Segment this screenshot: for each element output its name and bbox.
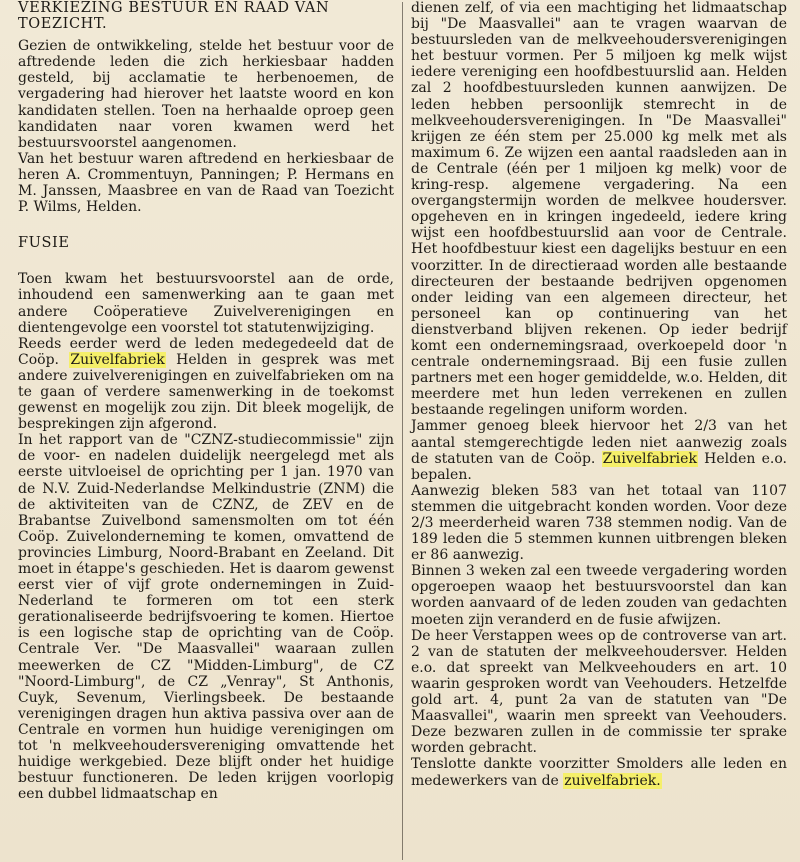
heading-fusie: FUSIE bbox=[18, 235, 70, 252]
paragraph bbox=[411, 756, 787, 788]
left-column bbox=[18, 0, 394, 862]
heading-verkiezing: VERKIEZING BESTUUR EN RAAD VAN TOEZICHT. bbox=[18, 0, 330, 33]
paragraph bbox=[18, 336, 394, 433]
highlighted-term: Zuivelfabriek bbox=[602, 450, 697, 467]
paragraph: De heer Verstappen wees op de controverse van art. 2 van de statuten der melkveehoudersver. Helden e.o. dat spreekt van Melkveehouders en art. 10 waarin gesproken wordt van Veehouders. Hetzelfde gold art. 4, punt 2a van de statuten van "De Maasvallei", waarin men spreekt van Veehouders. Deze bezwaren zullen in de commissie ter sprake worden gebracht. bbox=[411, 627, 787, 757]
paragraph bbox=[411, 418, 787, 482]
paragraph: Aanwezig bleken 583 van het totaal van 1107 stemmen die uitgebracht konden worden. Voor deze 2/3 meerderheid waren 738 stemmen nodig. Van de 189 leden die 5 stemmen kunnen uitbrengen bleken er 86 aanwezig. bbox=[411, 482, 787, 564]
text-fragment: Jammer genoeg bleek hiervoor het 2/3 van het aantal stemgerechtigde leden niet aanwezig zoals de statuten van de Coöp. bbox=[411, 418, 787, 467]
paragraph: Toen kwam het bestuursvoorstel aan de orde, inhoudend een samenwerking aan te gaan met andere Coöperatieve Zuivelverenigingen en dientengevolge een voorstel tot statutenwijziging. bbox=[18, 271, 394, 336]
text-fragment: Reeds eerder werd de leden medegedeeld dat de Coöp. bbox=[18, 335, 394, 368]
paragraph: dienen zelf, of via een machtiging het lidmaatschap bij "De Maasvallei" aan te vragen waarvan de bestuursleden van de melkveehoudersverenigingen het bestuur vormen. Per 5 miljoen kg melk wijst iedere vereniging een hoofdbestuurslid aan. Helden zal 2 hoofdbestuursleden kunnen aanwijzen. De leden hebben persoonlijk stemrecht in de melkveehoudersverenigingen. In "De Maasvallei" krijgen ze één stem per 25.000 kg melk met als maximum 6. Ze wijzen een aantal raadsleden aan in de Centrale (één per 1 miljoen kg melk) voor de kring-resp. algemene vergadering. Na een overgangstermijn worden de melkvee houdersver. opgeheven en in kringen ingedeeld, iedere kring wijst een hoofdbestuurslid aan voor de Centrale. Het hoofdbestuur kiest een dagelijks bestuur en een voorzitter. In de directieraad worden alle bestaande directeuren der bestaande bedrijven opgenomen onder leiding van een algemeen directeur, het personeel kan op continuering van het dienstverband blijven rekenen. Op ieder bedrijf komt een ondernemingsraad, overkoepeld door 'n centrale ondernemingsraad. Bij een fusie zullen partners met een hoger gemiddelde, w.o. Helden, dit meerdere met hun leden verrekenen en zullen bestaande regelingen uniform worden. bbox=[411, 0, 787, 419]
right-column bbox=[411, 0, 787, 862]
paragraph: Binnen 3 weken zal een tweede vergadering worden opgeroepen waaop het bestuursvoorstel dan kan worden aanvaard of de leden zouden van gedachten moeten zijn veranderd en de fusie afwijzen. bbox=[411, 563, 787, 628]
text-fragment: Helden e.o. bepalen. bbox=[411, 450, 788, 483]
paragraph: Gezien de ontwikkeling, stelde het bestuur voor de aftredende leden die zich herkiesbaar hadden gesteld, bij acclamatie te herbenoemen, de vergadering had hierover het laatste woord en kon kandidaten stellen. Toen na herhaalde oproep geen kandidaten naar voren kwamen werd het bestuursvoorstel aangenomen. bbox=[18, 38, 394, 151]
column-divider bbox=[402, 2, 403, 860]
paragraph: Van het bestuur waren aftredend en herkiesbaar de heren A. Crommentuyn, Panningen; P. Hermans en M. Janssen, Maasbree en van de Raad van Toezicht P. Wilms, Helden. bbox=[18, 150, 394, 216]
highlighted-term: Zuivelfabriek bbox=[70, 351, 165, 368]
paragraph: In het rapport van de "CZNZ-studiecommissie" zijn de voor- en nadelen duidelijk neergelegd met als eerste uitvloeisel de oprichting per 1 jan. 1970 van de N.V. Zuid-Nederlandse Melkindustrie (ZNM) die de aktiviteiten van de CZNZ, de ZEV en de Brabantse Zuivelbond samensmolten om tot één Coöp. Zuivelonderneming te komen, omvattend de provincies Limburg, Noord-Brabant en Zeeland. Dit moet in étappe's geschieden. Het is daarom gewenst eerst vier of vijf grote ondernemingen in Zuid-Nederland te formeren om tot een sterk gerationaliseerde bedrijfsvoering te komen. Hiertoe is een logische stap de oprichting van de Coöp. Centrale Ver. "De Maasvallei" waaraan zullen meewerken de CZ "Midden-Limburg", de CZ "Noord-Limburg", de CZ „Venray", St Anthonis, Cuyk, Sevenum, Vierlingsbeek. De bestaande verenigingen dragen hun aktiva passiva over aan de Centrale en vormen hun huidige verenigingen om tot 'n melkveehoudersvereniging omvattende het huidige werkgebied. Deze blijft onder het huidige bestuur functioneren. De leden krijgen voorlopig een dubbel lidmaatschap en bbox=[18, 432, 394, 803]
text-fragment: Helden in gesprek was met andere zuivelverenigingen en zuivelfabrieken om na te gaan of verdere samenwerking in de toekomst gewenst en mogelijk zou zijn. Dit bleek mogelijk, de besprekingen zijn afgerond. bbox=[18, 351, 395, 433]
highlighted-term: zuivelfabriek. bbox=[564, 772, 661, 789]
text-fragment: Tenslotte dankte voorzitter Smolders alle leden en medewerkers van de bbox=[411, 756, 787, 789]
